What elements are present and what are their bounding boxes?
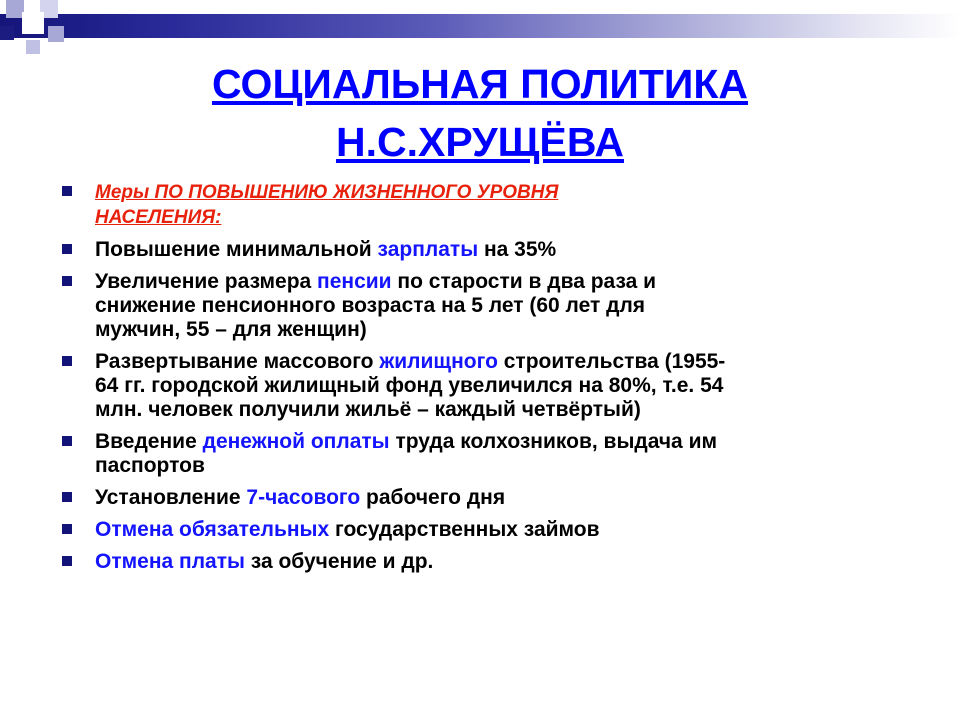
decor-square (48, 26, 64, 42)
decor-square (26, 40, 40, 54)
square-bullet-icon (62, 186, 72, 196)
item-text: строительства (1955- (497, 350, 726, 373)
measures-list (58, 180, 908, 582)
list-item (58, 350, 908, 422)
item-highlight: Отмена платы (95, 550, 245, 573)
square-bullet-icon (62, 244, 72, 254)
item-highlight: жилищного (379, 350, 498, 373)
list-item (58, 486, 908, 510)
list-item (58, 430, 908, 478)
decor-square (22, 12, 44, 34)
list-item (58, 550, 908, 574)
item-text: 64 гг. городской жилищный фонд увеличился на 80%, т.е. 54 (95, 374, 724, 397)
item-text: государственных займов (329, 518, 600, 541)
decor-square (0, 26, 14, 40)
square-bullet-icon (62, 276, 72, 286)
square-bullet-icon (62, 436, 72, 446)
item-highlight: пенсии (317, 270, 392, 293)
list-item (58, 270, 908, 342)
item-highlight: Отмена обязательных (95, 518, 330, 541)
square-bullet-icon (62, 356, 72, 366)
item-text: млн. человек получили жильё – каждый четвёртый) (95, 398, 641, 421)
intro-line-2: НАСЕЛЕНИЯ: (95, 207, 222, 228)
item-text: Введение (95, 430, 203, 453)
list-item-intro (58, 180, 908, 230)
item-text: Повышение минимальной (95, 238, 378, 261)
item-highlight: 7-часового (246, 486, 361, 509)
list-item (58, 518, 908, 542)
item-text: паспортов (95, 454, 205, 477)
header-gradient-bar (0, 14, 960, 38)
item-text: труда колхозников, выдача им (389, 430, 718, 453)
item-text: на 35% (478, 238, 557, 261)
item-text: Установление (95, 486, 247, 509)
item-text: снижение пенсионного возраста на 5 лет (60 лет для (95, 294, 646, 317)
item-text: Развертывание массового (95, 350, 380, 373)
item-text: за обучение и др. (244, 550, 434, 573)
item-text: по старости в два раза и (391, 270, 657, 293)
item-text: мужчин, 55 – для женщин) (95, 318, 367, 341)
title-line-1: СОЦИАЛЬНАЯ ПОЛИТИКА (211, 61, 749, 107)
square-bullet-icon (62, 556, 72, 566)
item-text: Увеличение размера (95, 270, 318, 293)
item-highlight: зарплаты (377, 238, 479, 261)
square-bullet-icon (62, 524, 72, 534)
slide-title (60, 55, 900, 171)
item-text: рабочего дня (360, 486, 506, 509)
item-highlight: денежной оплаты (202, 430, 390, 453)
intro-line-1: Меры ПО ПОВЫШЕНИЮ ЖИЗНЕННОГО УРОВНЯ (95, 182, 559, 203)
square-bullet-icon (62, 492, 72, 502)
list-item (58, 238, 908, 262)
title-line-2: Н.С.ХРУЩЁВА (335, 119, 625, 165)
